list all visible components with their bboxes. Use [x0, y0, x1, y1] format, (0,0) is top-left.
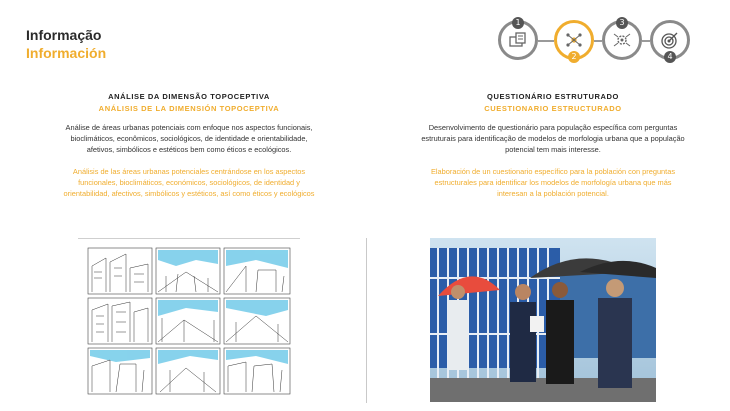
target-icon [660, 31, 680, 49]
step-connector [642, 40, 650, 42]
section-heading-translation: CUESTIONARIO ESTRUCTURADO [484, 104, 622, 113]
step-4[interactable] [650, 20, 690, 60]
folder-document-icon [508, 31, 528, 49]
step-number: 2 [568, 51, 580, 63]
section-heading: QUESTIONÁRIO ESTRUTURADO [487, 92, 619, 101]
section-heading-translation: ANÁLISIS DE LA DIMENSIÓN TOPOCEPTIVA [98, 104, 280, 113]
questionnaire-field-photo [430, 238, 656, 402]
step-connector [538, 40, 554, 42]
step-number: 4 [664, 51, 676, 63]
column-divider [366, 238, 367, 403]
step-number: 1 [512, 17, 524, 29]
page-title: Informação [26, 27, 102, 43]
analysis-network-icon [564, 31, 584, 49]
step-2[interactable] [554, 20, 594, 60]
page-title-translation: Información [26, 45, 107, 61]
gear-network-icon [612, 31, 632, 49]
section-description: Desenvolvimento de questionário para população específica com perguntas estruturais para identificação de modelos de morfologia urbana que a população potencial tem mais interesse. [421, 123, 685, 154]
structured-questionnaire-section [420, 92, 686, 199]
step-3[interactable] [602, 20, 642, 60]
section-description-translation: Elaboración de un cuestionario específico para la población con preguntas estructurales para identificar los modelos de morfología urbana que más interesan a la población potencial. [430, 167, 676, 198]
process-steps [498, 16, 698, 68]
step-connector [594, 40, 602, 42]
divider-line [78, 238, 300, 239]
topoceptive-analysis-section [56, 92, 322, 199]
step-1[interactable] [498, 20, 538, 60]
step-number: 3 [616, 17, 628, 29]
section-heading: ANÁLISE DA DIMENSÃO TOPOCEPTIVA [108, 92, 270, 101]
section-description-translation: Análisis de las áreas urbanas potenciales centrándose en los aspectos funcionales, bioclimáticos, económicos, sociológicos, de identidad y orientabilidad, afectivos, simbólicos y estéticos, así como éticos y ecológicos [63, 167, 315, 198]
section-description: Análise de áreas urbanas potenciais com enfoque nos aspectos funcionais, bioclimáticos, econômicos, sociológicos, de identidade e orientabilidade, afetivos, simbólicos e estéticos bem como éticos e ecológicos. [65, 123, 313, 154]
urban-sketches-image [86, 246, 294, 398]
